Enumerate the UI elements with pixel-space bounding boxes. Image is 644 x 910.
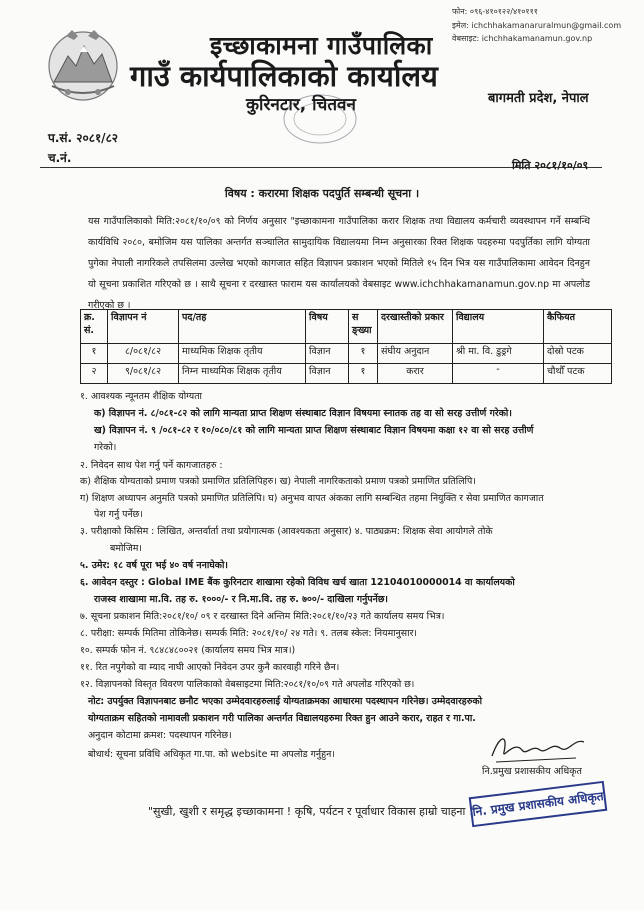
note-11: ११. रित नपुगेको वा म्याद नाघी आएको निवेदन उपर कुनै कारवाही गरिने छैन।	[80, 662, 340, 673]
column-header: विज्ञापन नं	[108, 310, 179, 344]
stamp-text: नि. प्रमुख प्रशासकीय अधिकृत	[471, 789, 605, 819]
table-cell: करार	[378, 364, 453, 384]
exam-type: ३. परीक्षाको किसिम : लिखित, अन्तर्वार्ता तथा प्रयोगात्मक (आवश्यकता अनुसार) ४. पाठ्यक्रम: शिक्षक सेवा आयोगले तोके	[80, 526, 493, 537]
reference-number: प.सं. २०८१/८२	[48, 131, 119, 145]
notice-subject: विषय : करारमा शिक्षक पदपुर्ति सम्बन्धी सूचना ।	[224, 187, 420, 200]
vacancy-table	[80, 309, 612, 384]
publication-deadline: ७. सूचना प्रकाशन मिति:२०८१/१०/ ०९ र दरखास्त दिने अन्तिम मिति:२०८१/१०/२३ गते कार्यालय समय भित्र।	[80, 611, 445, 622]
contact-phone: फोन: ०९६-४१०१२२/४१०१११	[452, 7, 538, 16]
note-12: १२. विज्ञापनको विस्तृत विवरण पालिकाको वेबसाइटमा मिति:२०८१/१०/०९ गते अपलोड गरिएको छ।	[80, 679, 415, 690]
table-cell: १	[349, 364, 378, 384]
municipality-name: इच्छाकामना गाउँपालिका	[210, 31, 433, 60]
exam-type-cont: बमोजिम।	[110, 543, 142, 554]
official-stamp	[469, 781, 608, 827]
column-header: कैफियत	[544, 310, 612, 344]
final-note-3: अनुदान कोटामा क्रमश: पदस्थापन गरिनेछ।	[88, 730, 232, 741]
government-emblem-icon	[44, 26, 122, 104]
column-header: क्र. सं.	[81, 310, 108, 344]
dispatch-number: च.नं.	[48, 151, 72, 165]
qualification-b: ख) विज्ञापन नं. ९ /०८१-८२ र १०/०८०/८१ को लागि मान्यता प्राप्त शिक्षण संस्थाबाट विज्ञान विषयमा कक्षा १२ वा सो सरह उत्तीर्ण	[94, 425, 534, 436]
documents-line-1: क) शैक्षिक योग्यताको प्रमाण पत्रको प्रमाणित प्रतिलिपिहरु। ख) नेपाली नागरिकताको प्रमाण पत्रको प्रमाणित प्रतिलिपि।	[80, 476, 476, 487]
table-cell: दोस्रो पटक	[544, 344, 612, 364]
table-cell: ९/०८१/८२	[108, 364, 179, 384]
table-cell: २	[81, 364, 108, 384]
qualification-a: क) विज्ञापन नं. ८/०८१-८२ को लागि मान्यता प्राप्त शिक्षण संस्थाबाट विज्ञान विषयमा स्नातक तह वा सो सरह उत्तीर्ण गरेको।	[94, 408, 512, 419]
age-requirement: ५. उमेर: १८ वर्ष पूरा भई ४० वर्ष ननाघेको।	[80, 560, 228, 571]
contact-email: इमेल: ichchhakamanaruralmun@gmail.com	[452, 21, 622, 30]
notice-body: यस गाउँपालिकाको मिति:२०८१/१०/०९ को निर्णय अनुसार "इच्छाकामना गाउँपालिका करार शिक्षक तथा विद्यालय कर्मचारी व्यवस्थापन गर्ने सम्बन्धि कार्यविधि २०८०, बमोजिम यस पालिका अन्तर्गत सञ्चालित सामुदायिक विद्यालयमा निम्न अनुसारका रिक्त शिक्षक पदहरुमा पदपुर्तिका लागि योग्यता पुगेका नेपाली नागरिकले तपसिलमा उल्लेख भएको कागजात सहित विज्ञापन प्रकाशन भएको मितिले १५ दिन भित्र यस गाउँपालिकामा आवेदन दिनहुन यो सूचना प्रकाशित गरिएको छ । साथै सूचना र दरखास्त फाराम यस कार्यालयको वेबसाइट www.ichchhakamanamun.gov.np मा अपलोड गरीएको छ ।	[88, 216, 590, 311]
documents-line-2: ग) शिक्षण अध्यापन अनुमति पत्रको प्रमाणित प्रतिलिपि। घ) अनुभव वापत अंकका लागि सम्बन्धित तहमा नियुक्ति र सेवा प्रमाणित कागजात	[80, 493, 544, 504]
exam-date: ८. परीक्षा: सम्पर्क मितिमा तोकिनेछ। सम्पर्क मिति: २०८१/१०/ २४ गते। ९. तलब स्केल: नियमानुसार।	[80, 628, 417, 639]
office-title: गाउँ कार्यपालिकाको कार्यालय	[130, 59, 438, 93]
province-name: बागमती प्रदेश, नेपाल	[488, 91, 589, 106]
qualification-b-cont: गरेको।	[94, 442, 117, 453]
column-header: पद/तह	[179, 310, 306, 344]
table-cell: निम्न माध्यमिक शिक्षक तृतीय	[179, 364, 306, 384]
table-cell: संघीय अनुदान	[378, 344, 453, 364]
qualification-title: १. आवश्यक न्यूनतम शैक्षिक योग्यता	[80, 391, 202, 402]
table-cell: चौथौँ पटक	[544, 364, 612, 384]
bodhartha-note: बोधार्थ: सूचना प्रविधि अधिकृत गा.पा. को website मा अपलोड गर्नुहुन।	[88, 749, 335, 760]
table-cell: -	[453, 364, 544, 384]
application-fee: ६. आवेदन दस्तुर : Global IME बैंक कुरिनटार शाखामा रहेको विविध खर्च खाता 12104010000014 वा कार्यालयको	[80, 577, 515, 588]
column-header: स ङ्ख्या	[349, 310, 378, 344]
table-cell: विज्ञान	[306, 344, 349, 364]
office-seal-icon	[280, 92, 360, 146]
table-cell: श्री मा. वि. डुड्रगे	[453, 344, 544, 364]
table-row	[81, 344, 612, 364]
footer-slogan: "सुखी, खुशी र समृद्ध इच्छाकामना ! कृषि, पर्यटन र पूर्वाधार विकास हाम्रो चाहना !"	[148, 805, 479, 818]
final-note-1: नोट: उपर्युक्त विज्ञापनबाट छनौट भएका उम्मेदवारहरुलाई योग्यताक्रमका आधारमा पदस्थापन गरिनेछ। उम्मेदवारहरुको	[88, 696, 483, 707]
documents-title: २. निवेदन साथ पेश गर्नु पर्ने कागजातहरु :	[80, 460, 223, 471]
table-cell: माध्यमिक शिक्षक तृतीय	[179, 344, 306, 364]
notice-date: मिति २०८१/१०/०९	[512, 159, 589, 172]
table-header-row	[81, 310, 612, 344]
column-header: विषय	[306, 310, 349, 344]
table-cell: विज्ञान	[306, 364, 349, 384]
contact-website: वेबसाइट: ichchhakamanamun.gov.np	[452, 34, 593, 43]
application-fee-cont: राजस्व शाखामा मा.वि. तह रु. १०००/- र नि.मा.वि. तह रु. ७००/- दाखिला गर्नुपर्नेछ।	[94, 594, 388, 605]
table-cell: १	[81, 344, 108, 364]
table-row	[81, 364, 612, 384]
contact-phone-number: १०. सम्पर्क फोन नं. ९८४८४८००२१ (कार्यालय समय भित्र मात्र।)	[80, 645, 296, 656]
office-location: कुरिनटार, चितवन	[246, 95, 356, 115]
column-header: दरखास्तीको प्रकार	[378, 310, 453, 344]
signatory-title: नि.प्रमुख प्रशासकीय अधिकृत	[482, 766, 582, 777]
table-cell: १	[349, 344, 378, 364]
table-cell: ८/०८१/८२	[108, 344, 179, 364]
final-note-2: योग्यताक्रम सहितको नामावली प्रकाशन गरी पालिका अन्तर्गत विद्यालयहरुमा रिक्त हुन आउने करार, राहत र गा.पा.	[88, 713, 476, 724]
signature-icon	[486, 728, 590, 768]
documents-line-3: पेश गर्नु पर्नेछ।	[94, 509, 143, 520]
column-header: विद्यालय	[453, 310, 544, 344]
